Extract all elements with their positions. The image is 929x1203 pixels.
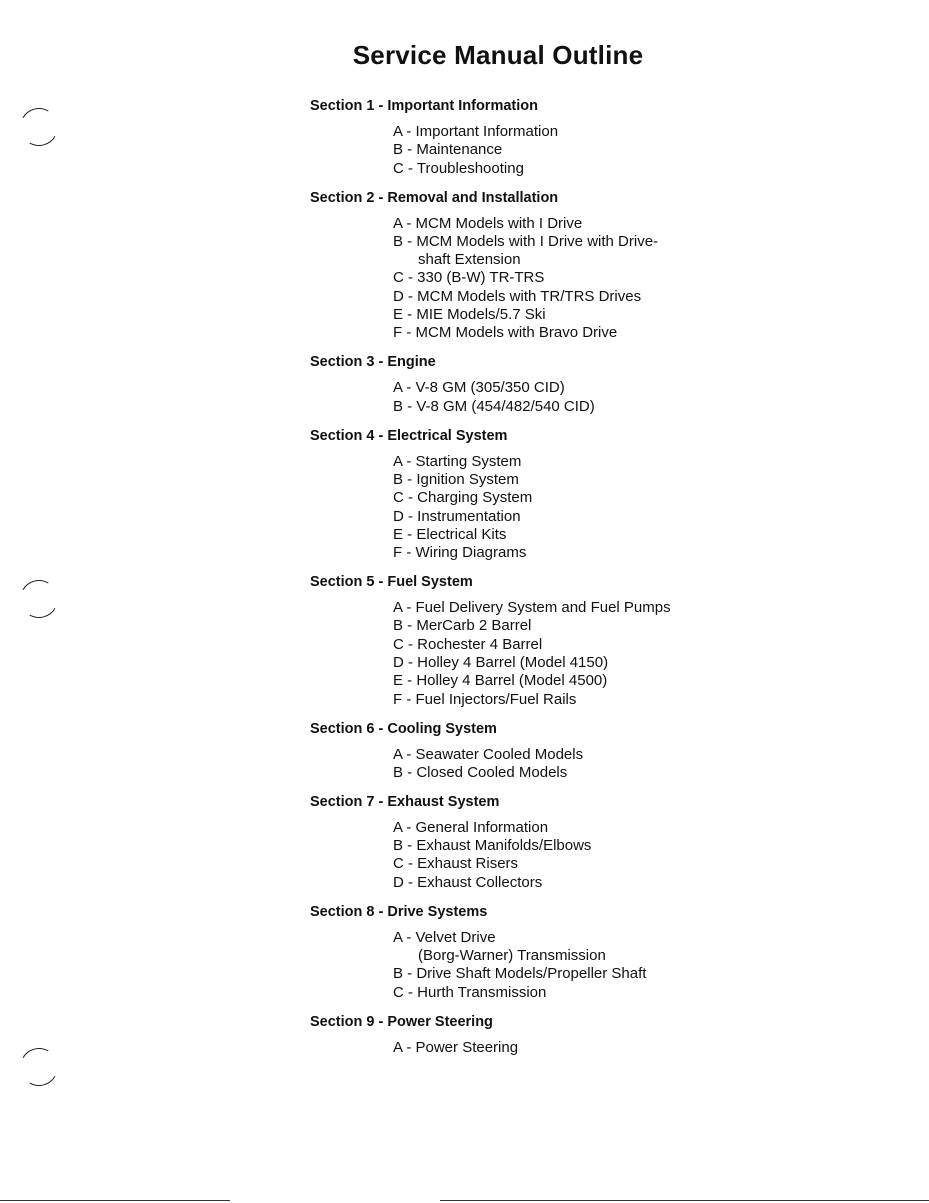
page-title: Service Manual Outline <box>352 40 644 70</box>
outline-item: B - Ignition System <box>393 470 519 488</box>
outline-item: C - Exhaust Risers <box>393 855 519 873</box>
punch-hole <box>16 1044 63 1091</box>
outline-item: A - Seawater Cooled Models <box>393 745 584 763</box>
outline-item: B - Closed Cooled Models <box>393 763 568 781</box>
section-heading: Section 3 - Engine <box>310 354 436 371</box>
outline-item: A - Velvet Drive (Borg-Warner) Transmission <box>393 928 606 965</box>
outline-item: F - MCM Models with Bravo Drive <box>393 324 618 342</box>
outline-item: A - V-8 GM (305/350 CID) <box>393 379 565 397</box>
outline-item: C - 330 (B-W) TR-TRS <box>393 269 545 287</box>
punch-hole <box>16 104 63 151</box>
outline-item: C - Troubleshooting <box>393 159 524 177</box>
outline-item: A - General Information <box>393 818 549 836</box>
outline-item: A - Starting System <box>393 452 522 470</box>
outline-section <box>310 188 910 343</box>
outline-section <box>310 1012 910 1057</box>
outline-item: A - Power Steering <box>393 1038 519 1056</box>
outline-item: C - Rochester 4 Barrel <box>393 635 543 653</box>
outline-item: A - Fuel Delivery System and Fuel Pumps <box>393 599 671 617</box>
outline-item: E - Electrical Kits <box>393 525 507 543</box>
punch-hole <box>16 576 63 623</box>
outline-item: D - Instrumentation <box>393 507 521 525</box>
outline-section <box>310 792 910 892</box>
outline-item: B - MerCarb 2 Barrel <box>393 617 532 635</box>
outline-section <box>310 572 910 709</box>
section-heading: Section 8 - Drive Systems <box>310 903 488 920</box>
section-heading: Section 4 - Electrical System <box>310 427 508 444</box>
outline-section <box>310 352 910 416</box>
section-heading: Section 9 - Power Steering <box>310 1013 493 1030</box>
outline-item: B - MCM Models with I Drive with Drive- shaft Extension <box>393 232 659 269</box>
outline-item: E - MIE Models/5.7 Ski <box>393 306 546 324</box>
outline-item: A - MCM Models with I Drive <box>393 214 583 232</box>
outline-item: D - Exhaust Collectors <box>393 873 543 891</box>
outline-item: D - Holley 4 Barrel (Model 4150) <box>393 653 609 671</box>
outline-item: B - Drive Shaft Models/Propeller Shaft <box>393 965 647 983</box>
scan-edge-line <box>0 1200 230 1201</box>
outline-section <box>310 902 910 1002</box>
outline-item: C - Charging System <box>393 489 533 507</box>
section-heading: Section 7 - Exhaust System <box>310 793 500 810</box>
outline-item: A - Important Information <box>393 123 559 140</box>
outline-section <box>310 719 910 783</box>
outline-item: B - V-8 GM (454/482/540 CID) <box>393 397 595 415</box>
outline-item: B - Maintenance <box>393 141 503 159</box>
outline-item: B - Exhaust Manifolds/Elbows <box>393 837 592 855</box>
outline-list <box>310 96 910 1067</box>
section-heading: Section 5 - Fuel System <box>310 574 473 591</box>
section-heading: Section 1 - Important Information <box>310 98 538 114</box>
outline-section <box>310 96 910 178</box>
outline-item: F - Fuel Injectors/Fuel Rails <box>393 690 577 708</box>
outline-item: F - Wiring Diagrams <box>393 544 527 562</box>
outline-item: E - Holley 4 Barrel (Model 4500) <box>393 672 608 690</box>
outline-item: C - Hurth Transmission <box>393 983 547 1001</box>
scan-edge-line <box>440 1200 929 1201</box>
section-heading: Section 6 - Cooling System <box>310 720 497 737</box>
outline-section <box>310 426 910 563</box>
outline-item: D - MCM Models with TR/TRS Drives <box>393 287 642 305</box>
section-heading: Section 2 - Removal and Installation <box>310 189 559 206</box>
